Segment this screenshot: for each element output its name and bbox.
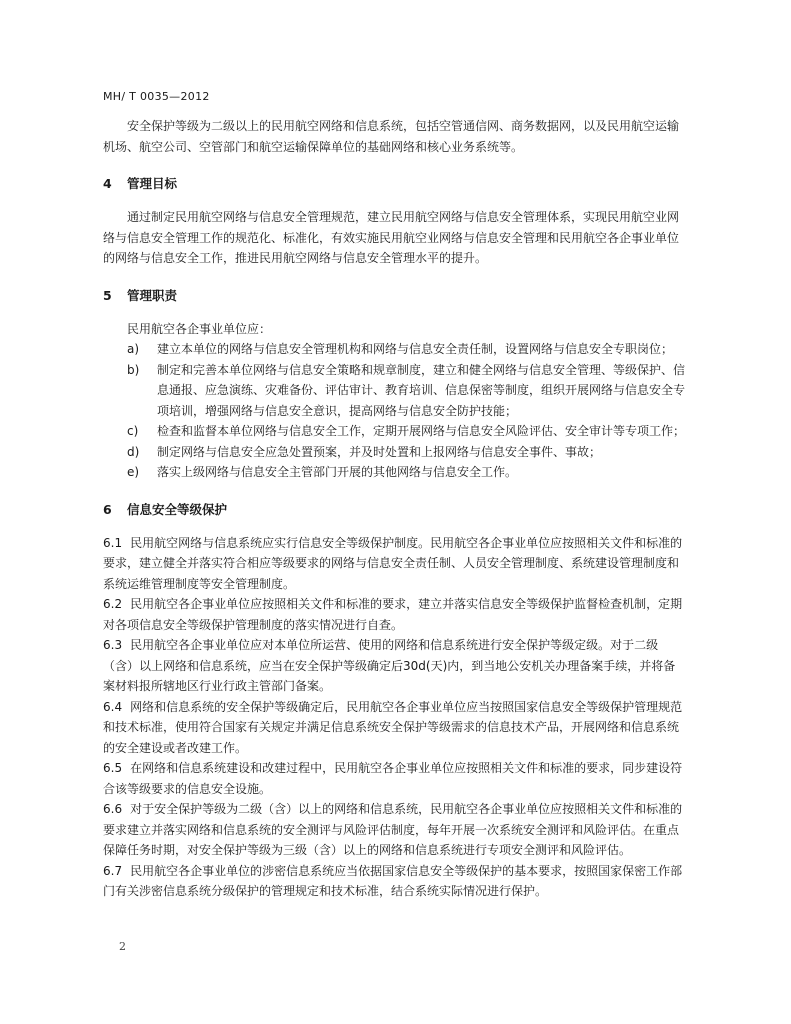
list-item-text: 制定网络与信息安全应急处置预案，并及时处置和上报网络与信息安全事件、事故；	[157, 444, 602, 459]
list-marker: e)	[127, 465, 140, 479]
clause-text: 在网络和信息系统建设和改建过程中，民用航空各企事业单位应按照相关文件和标准的要求，同步建设符合该等级要求的信息安全设施。	[103, 761, 683, 796]
clause-number: 6.3	[103, 638, 123, 652]
list-item-text: 建立本单位的网络与信息安全管理机构和网络与信息安全责任制，设置网络与信息安全专职岗位；	[157, 342, 674, 356]
list-marker: d)	[127, 444, 140, 459]
list-item	[103, 360, 686, 422]
clause-6-4	[103, 697, 686, 759]
clause-number: 6.2	[103, 597, 123, 611]
clause-text: 民用航空各企事业单位的涉密信息系统应当依据国家信息安全等级保护的基本要求，按照国家保密工作部门有关涉密信息系统分级保护的管理规定和技术标准，结合系统实际情况进行保护。	[103, 863, 683, 898]
clause-number: 6.4	[103, 699, 123, 714]
list-marker: c)	[127, 424, 139, 438]
clause-6-3	[103, 635, 686, 697]
scope-paragraph: 安全保护等级为二级以上的民用航空网络和信息系统，包括空管通信网、商务数据网，以及民用航空运输机场、航空公司、空管部门和航空运输保障单位的基础网络和核心业务系统等。	[103, 119, 680, 154]
clause-number: 6.7	[103, 863, 123, 878]
clause-6-7	[103, 861, 686, 902]
clause-6-5	[103, 758, 686, 799]
section-6-title: 信息安全等级保护	[127, 501, 228, 517]
list-item-text: 检查和监督本单位网络与信息安全工作，定期开展网络与信息安全风险评估、安全审计等专项工作；	[157, 424, 686, 438]
clause-number: 6.1	[103, 535, 123, 550]
list-item-text: 落实上级网络与信息安全主管部门开展的其他网络与信息安全工作。	[157, 465, 518, 479]
list-marker: b)	[127, 362, 140, 377]
section-6-heading	[103, 500, 686, 520]
clause-text: 民用航空各企事业单位应对本单位所运营、使用的网络和信息系统进行安全保护等级定级。对于二级（含）以上网络和信息系统，应当在安全保护等级确定后30d(天)内，到当地公安机关办理备案手续，并将备案材料报所辖地区行业行政主管部门备案。	[103, 638, 676, 693]
list-marker: a)	[127, 342, 140, 356]
page-number: 2	[119, 940, 126, 953]
list-item	[103, 421, 686, 442]
section-4-heading	[103, 174, 686, 194]
clause-text: 民用航空各企事业单位应按照相关文件和标准的要求，建立并落实信息安全等级保护监督检查机制，定期对各项信息安全等级保护管理制度的落实情况进行自查。	[103, 597, 683, 632]
clause-text: 对于安全保护等级为二级（含）以上的网络和信息系统，民用航空各企事业单位应按照相关文件和标准的要求建立并落实网络和信息系统的安全测评与风险评估制度，每年开展一次系统安全测评和风险评估。在重点保障任务时期，对安全保护等级为三级（含）以上的网络和信息系统进行专项安全测评和风险评估。	[103, 802, 683, 857]
section-4-body: 通过制定民用航空网络与信息安全管理规范，建立民用航空网络与信息安全管理体系，实现民用航空业网络与信息安全管理工作的规范化、标准化，有效实施民用航空业网络与信息安全管理和民用航空各企事业单位的网络与信息安全工作，推进民用航空网络与信息安全管理水平的提升。	[103, 210, 680, 265]
list-item	[103, 462, 686, 483]
list-item-text: 制定和完善本单位网络与信息安全策略和规章制度，建立和健全网络与信息安全管理、等级保护、信息通报、应急演练、灾难备份、评估审计、教育培训、信息保密等制度，组织开展网络与信息安全专项培训，增强网络与信息安全意识，提高网络与信息安全防护技能；	[157, 362, 686, 418]
list-item	[103, 339, 686, 360]
clause-text: 民用航空网络与信息系统应实行信息安全等级保护制度。民用航空各企事业单位应按照相关文件和标准的要求，建立健全并落实符合相应等级要求的网络与信息安全责任制、人员安全管理制度、系统建设管理制度和系统运维管理制度等安全管理制度。	[103, 535, 683, 591]
section-5-number: 5	[103, 287, 112, 303]
section-6-number: 6	[103, 501, 112, 517]
duties-list	[103, 339, 686, 483]
page-content	[103, 116, 686, 902]
section-5-lead: 民用航空各企事业单位应：	[127, 321, 272, 336]
clause-6-2	[103, 594, 686, 635]
clause-text: 网络和信息系统的安全保护等级确定后，民用航空各企事业单位应当按照国家信息安全等级保护管理规范和技术标准，使用符合国家有关规定并满足信息系统安全保护等级需求的信息技术产品，开展网络和信息系统的安全建设或者改建工作。	[103, 699, 683, 755]
section-5-title: 管理职责	[127, 287, 178, 303]
section-4-number: 4	[103, 176, 112, 191]
list-item	[103, 442, 686, 463]
section-5-heading	[103, 286, 686, 306]
clause-number: 6.6	[103, 802, 123, 816]
section-4-title: 管理目标	[127, 176, 178, 191]
clause-number: 6.5	[103, 761, 123, 775]
standard-code-header: MH/ T 0035—2012	[103, 90, 210, 103]
clause-6-6	[103, 799, 686, 861]
clause-6-1	[103, 533, 686, 595]
